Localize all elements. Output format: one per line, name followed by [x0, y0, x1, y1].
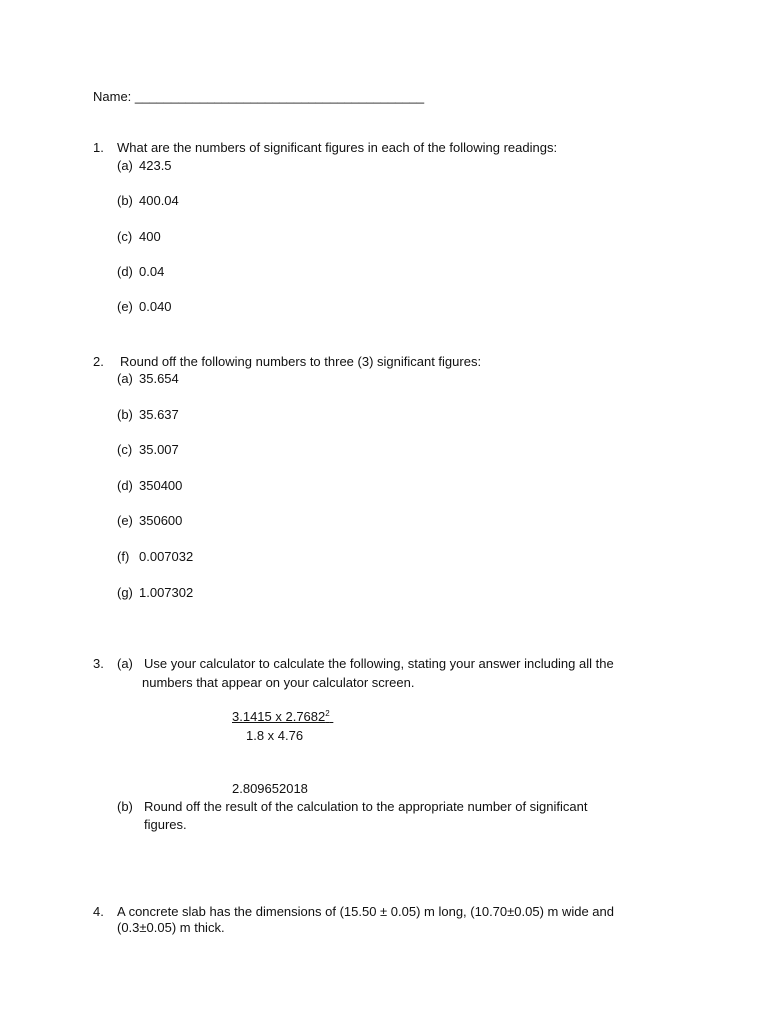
q2-number: 2.: [93, 354, 104, 369]
q2-item-c: (c) 35.007: [117, 442, 179, 457]
q1-item-c: (c) 400: [117, 229, 161, 244]
q4-line1: A concrete slab has the dimensions of (15.50 ± 0.05) m long, (10.70±0.05) m wide and: [117, 904, 614, 919]
q2-item-f: (f) 0.007032: [117, 549, 194, 564]
q3-part-b-line1: (b) Round off the result of the calculation to the appropriate number of significant: [117, 799, 588, 814]
name-line: [93, 89, 424, 104]
q3-part-a-line1: (a) Use your calculator to calculate the following, stating your answer including all the: [117, 656, 614, 671]
q2-item-e: (e) 350600: [117, 513, 183, 528]
q4-line2: (0.3±0.05) m thick.: [117, 920, 225, 935]
q4-number: 4.: [93, 904, 104, 919]
q3-part-b-line2: figures.: [144, 817, 187, 832]
name-blank: ________________________________________: [134, 89, 425, 104]
q3-numerator: 3.1415 x 2.7682$^2$: [232, 709, 330, 724]
q3-answer: 2.809652018: [232, 781, 308, 796]
q1-prompt: What are the numbers of significant figures in each of the following readings:: [117, 140, 558, 155]
q1-number: 1.: [93, 140, 104, 155]
q3-part-a-line2: numbers that appear on your calculator screen.: [142, 675, 415, 690]
q3-part-b-tag: (b): [117, 799, 133, 814]
q3-part-a-tag: (a): [117, 656, 133, 671]
q2-item-d: (d) 350400: [117, 478, 183, 493]
q3-denominator: 1.8 x 4.76: [246, 728, 304, 743]
q1-item-d: (d) 0.04: [117, 264, 165, 279]
q1-item-a: (a) 423.5: [117, 158, 172, 173]
q1-item-b: (b) 400.04: [117, 193, 179, 208]
q2-prompt: Round off the following numbers to three (3) significant figures:: [120, 354, 482, 369]
q2-item-a: (a) 35.654: [117, 371, 179, 386]
q2-item-b: (b) 35.637: [117, 407, 179, 422]
q1-item-e: (e) 0.040: [117, 299, 172, 314]
q3-exponent: 2: [325, 709, 330, 718]
name-label: Name:: [93, 89, 135, 104]
q3-number: 3.: [93, 656, 104, 671]
q2-item-g: (g) 1.007302: [117, 585, 194, 600]
